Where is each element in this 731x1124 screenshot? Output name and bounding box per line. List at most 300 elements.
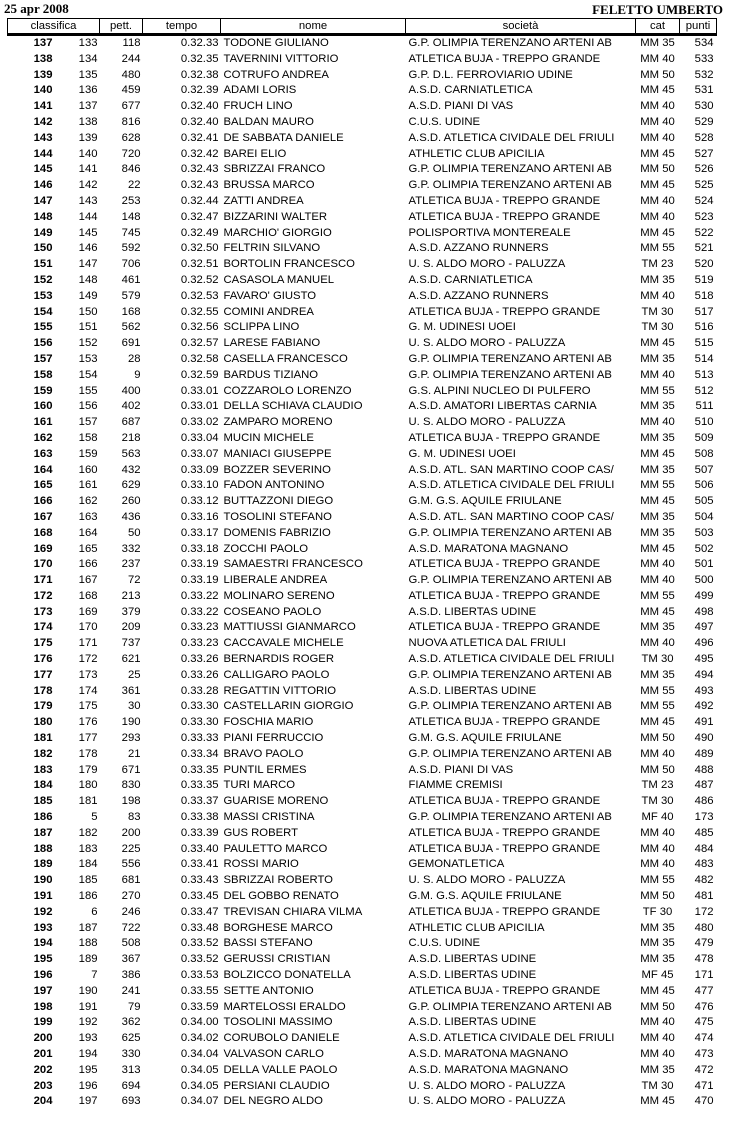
overall-position: 143	[33, 131, 53, 144]
athlete-name: MUCIN MICHELE	[223, 431, 314, 444]
finish-time: 0.33.30	[180, 716, 219, 729]
category-position: 183	[78, 842, 98, 855]
points: 506	[694, 479, 714, 492]
category-position: 138	[78, 115, 98, 128]
club-name: ATLETICA BUJA - TREPPO GRANDE	[408, 589, 601, 602]
bib-number: 190	[121, 716, 141, 729]
category-position: 144	[78, 210, 98, 223]
overall-position: 169	[33, 542, 53, 555]
bib-number: 629	[121, 479, 141, 492]
category: MM 50	[640, 890, 675, 903]
table-row	[8, 162, 717, 178]
overall-position: 154	[33, 305, 53, 318]
overall-position: 182	[33, 747, 53, 760]
header-pettorale: pett.	[100, 19, 143, 35]
table-row	[8, 1015, 717, 1031]
table-row	[8, 984, 717, 1000]
overall-position: 149	[33, 226, 53, 239]
table-row	[8, 968, 717, 984]
club-name: G.P. OLIMPIA TERENZANO ARTENI AB	[408, 668, 612, 681]
points: 493	[694, 684, 714, 697]
finish-time: 0.32.41	[180, 131, 219, 144]
category-position: 146	[78, 242, 98, 255]
category: MM 50	[640, 163, 675, 176]
overall-position: 146	[33, 179, 53, 192]
bib-number: 72	[127, 574, 141, 587]
table-row	[8, 273, 717, 289]
finish-time: 0.32.57	[180, 337, 219, 350]
table-row	[8, 431, 717, 447]
bib-number: 200	[121, 826, 141, 839]
points: 494	[694, 668, 714, 681]
finish-time: 0.33.53	[180, 969, 219, 982]
points: 507	[694, 463, 714, 476]
bib-number: 737	[121, 637, 141, 650]
athlete-name: DEL NEGRO ALDO	[223, 1095, 323, 1108]
athlete-name: ZOCCHI PAOLO	[223, 542, 309, 555]
category: MM 55	[640, 589, 675, 602]
finish-time: 0.33.22	[180, 589, 219, 602]
category: MM 55	[640, 684, 675, 697]
results-body	[8, 35, 717, 1111]
category: MM 40	[640, 747, 675, 760]
table-row	[8, 305, 717, 321]
table-row	[8, 415, 717, 431]
points: 524	[694, 194, 714, 207]
points: 511	[695, 400, 714, 413]
points: 487	[694, 779, 714, 792]
category-position: 190	[78, 984, 98, 997]
category: TM 30	[641, 321, 674, 334]
bib-number: 693	[121, 1095, 141, 1108]
points: 508	[694, 447, 714, 460]
category-position: 165	[78, 542, 98, 555]
finish-time: 0.33.35	[180, 779, 219, 792]
athlete-name: BUTTAZZONI DIEGO	[223, 495, 334, 508]
bib-number: 379	[121, 605, 141, 618]
club-name: ATLETICA BUJA - TREPPO GRANDE	[408, 558, 601, 571]
finish-time: 0.33.09	[180, 463, 219, 476]
table-row	[8, 1063, 717, 1079]
athlete-name: MARCHIO' GIORGIO	[223, 226, 332, 239]
category-position: 6	[91, 905, 98, 918]
points: 509	[694, 431, 714, 444]
finish-time: 0.34.00	[180, 1016, 219, 1029]
club-name: A.S.D. ATL. SAN MARTINO COOP CAS/	[408, 463, 614, 476]
points: 481	[694, 890, 714, 903]
table-header-row	[8, 19, 717, 35]
club-name: G.P. D.L. FERROVIARIO UDINE	[408, 68, 573, 81]
category: TM 23	[641, 779, 674, 792]
overall-position: 164	[33, 463, 53, 476]
bib-number: 846	[121, 163, 141, 176]
table-row	[8, 83, 717, 99]
athlete-name: LARESE FABIANO	[223, 337, 321, 350]
finish-time: 0.33.16	[180, 510, 219, 523]
table-row	[8, 731, 717, 747]
table-row	[8, 463, 717, 479]
points: 501	[694, 558, 714, 571]
finish-time: 0.32.51	[180, 258, 219, 271]
club-name: A.S.D. CARNIATLETICA	[408, 84, 533, 97]
points: 510	[694, 416, 714, 429]
finish-time: 0.32.39	[180, 84, 219, 97]
points: 173	[694, 811, 714, 824]
club-name: GEMONATLETICA	[408, 858, 505, 871]
finish-time: 0.33.19	[180, 574, 219, 587]
finish-time: 0.34.07	[180, 1095, 219, 1108]
table-row	[8, 289, 717, 305]
overall-position: 170	[33, 558, 53, 571]
overall-position: 163	[33, 447, 53, 460]
points: 488	[694, 763, 714, 776]
finish-time: 0.32.59	[180, 368, 219, 381]
category-position: 142	[78, 179, 98, 192]
overall-position: 200	[33, 1032, 53, 1045]
category-position: 193	[78, 1032, 98, 1045]
points: 480	[694, 921, 714, 934]
category: MM 45	[640, 984, 675, 997]
athlete-name: FELTRIN SILVANO	[223, 242, 321, 255]
points: 518	[694, 289, 714, 302]
overall-position: 140	[33, 84, 53, 97]
finish-time: 0.32.35	[180, 52, 219, 65]
club-name: G.P. OLIMPIA TERENZANO ARTENI AB	[408, 179, 612, 192]
table-row	[8, 52, 717, 68]
club-name: NUOVA ATLETICA DAL FRIULI	[408, 637, 566, 650]
category-position: 186	[78, 890, 98, 903]
overall-position: 166	[33, 495, 53, 508]
table-row	[8, 368, 717, 384]
bib-number: 225	[121, 842, 141, 855]
bib-number: 400	[121, 384, 141, 397]
finish-time: 0.33.48	[180, 921, 219, 934]
overall-position: 181	[33, 732, 53, 745]
category-position: 137	[78, 100, 98, 113]
athlete-name: GERUSSI CRISTIAN	[223, 953, 331, 966]
category: MM 40	[640, 52, 675, 65]
athlete-name: PIANI FERRUCCIO	[223, 732, 324, 745]
table-row	[8, 826, 717, 842]
bib-number: 508	[121, 937, 141, 950]
category-position: 175	[78, 700, 98, 713]
club-name: ATLETICA BUJA - TREPPO GRANDE	[408, 826, 601, 839]
points: 483	[694, 858, 714, 871]
overall-position: 179	[33, 700, 53, 713]
points: 532	[694, 68, 714, 81]
overall-position: 162	[33, 431, 53, 444]
category-position: 154	[78, 368, 98, 381]
overall-position: 196	[33, 969, 53, 982]
finish-time: 0.32.56	[180, 321, 219, 334]
overall-position: 175	[33, 637, 53, 650]
table-row	[8, 526, 717, 542]
category: MM 40	[640, 842, 675, 855]
finish-time: 0.33.39	[180, 826, 219, 839]
overall-position: 197	[33, 984, 53, 997]
club-name: A.S.D. CARNIATLETICA	[408, 273, 533, 286]
table-row	[8, 320, 717, 336]
category-position: 179	[78, 763, 98, 776]
club-name: A.S.D. MARATONA MAGNANO	[408, 1048, 569, 1060]
table-row	[8, 1047, 717, 1063]
table-row	[8, 384, 717, 400]
category: TM 30	[641, 653, 674, 666]
category: MM 35	[640, 273, 675, 286]
athlete-name: ZAMPARO MORENO	[223, 416, 333, 429]
table-row	[8, 194, 717, 210]
bib-number: 30	[127, 700, 141, 713]
athlete-name: SBRIZZAI ROBERTO	[223, 874, 333, 887]
club-name: A.S.D. ATLETICA CIVIDALE DEL FRIULI	[408, 653, 615, 666]
points: 482	[694, 874, 714, 887]
finish-time: 0.33.23	[180, 621, 219, 634]
points: 477	[694, 984, 714, 997]
club-name: U. S. ALDO MORO - PALUZZA	[408, 337, 566, 350]
finish-time: 0.32.50	[180, 242, 219, 255]
finish-time: 0.33.52	[180, 953, 219, 966]
category: MM 35	[640, 937, 675, 950]
points: 490	[694, 732, 714, 745]
category-position: 167	[78, 574, 98, 587]
athlete-name: MOLINARO SERENO	[223, 589, 335, 602]
club-name: FIAMME CREMISI	[408, 779, 503, 792]
category: MM 35	[640, 431, 675, 444]
overall-position: 177	[33, 668, 53, 681]
bib-number: 22	[127, 179, 141, 192]
header-punti: punti	[680, 19, 717, 35]
points: 526	[694, 163, 714, 176]
athlete-name: CASELLA FRANCESCO	[223, 352, 348, 365]
club-name: ATLETICA BUJA - TREPPO GRANDE	[408, 194, 601, 207]
category: MM 50	[640, 1000, 675, 1013]
bib-number: 362	[121, 1016, 141, 1029]
points: 492	[694, 700, 714, 713]
bib-number: 681	[121, 874, 141, 887]
category: TF 30	[642, 905, 673, 918]
overall-position: 186	[33, 811, 53, 824]
athlete-name: BORTOLIN FRANCESCO	[223, 258, 355, 271]
athlete-name: BORGHESE MARCO	[223, 921, 333, 934]
athlete-name: BOLZICCO DONATELLA	[223, 969, 351, 982]
overall-position: 156	[33, 337, 53, 350]
category: TM 30	[641, 305, 674, 318]
bib-number: 677	[121, 100, 141, 113]
athlete-name: SAMAESTRI FRANCESCO	[223, 558, 363, 571]
category: MM 35	[640, 1063, 675, 1076]
points: 519	[694, 273, 714, 286]
category-position: 196	[78, 1079, 98, 1092]
athlete-name: FADON ANTONINO	[223, 479, 325, 492]
club-name: A.S.D. LIBERTAS UDINE	[408, 969, 537, 982]
finish-time: 0.33.35	[180, 763, 219, 776]
category-position: 168	[78, 589, 98, 602]
bib-number: 25	[127, 668, 141, 681]
club-name: A.S.D. MARATONA MAGNANO	[408, 1063, 569, 1076]
athlete-name: DE SABBATA DANIELE	[223, 131, 344, 144]
category: MM 40	[640, 1032, 675, 1045]
category-position: 158	[78, 431, 98, 444]
athlete-name: CASASOLA MANUEL	[223, 273, 335, 286]
athlete-name: COZZAROLO LORENZO	[223, 384, 352, 397]
finish-time: 0.33.34	[180, 747, 219, 760]
club-name: ATLETICA BUJA - TREPPO GRANDE	[408, 431, 601, 444]
club-name: U. S. ALDO MORO - PALUZZA	[408, 1079, 566, 1092]
bib-number: 21	[127, 747, 141, 760]
table-row	[8, 936, 717, 952]
table-row	[8, 921, 717, 937]
category: MM 45	[640, 179, 675, 192]
finish-time: 0.32.43	[180, 179, 219, 192]
finish-time: 0.32.42	[180, 147, 219, 160]
club-name: U. S. ALDO MORO - PALUZZA	[408, 874, 566, 887]
overall-position: 189	[33, 858, 53, 871]
category: MF 45	[641, 969, 674, 982]
club-name: C.U.S. UDINE	[408, 115, 481, 128]
athlete-name: DOMENIS FABRIZIO	[223, 526, 331, 539]
club-name: ATHLETIC CLUB APICILIA	[408, 147, 545, 160]
club-name: A.S.D. PIANI DI VAS	[408, 100, 514, 113]
category-position: 141	[78, 163, 98, 176]
athlete-name: SBRIZZAI FRANCO	[223, 163, 326, 176]
category: MM 40	[640, 368, 675, 381]
athlete-name: TAVERNINI VITTORIO	[223, 52, 339, 65]
athlete-name: ZATTI ANDREA	[223, 194, 304, 207]
overall-position: 198	[33, 1000, 53, 1013]
category: MM 35	[640, 668, 675, 681]
bib-number: 367	[121, 953, 141, 966]
category: MM 40	[640, 574, 675, 587]
finish-time: 0.33.26	[180, 653, 219, 666]
bib-number: 436	[121, 510, 141, 523]
finish-time: 0.33.52	[180, 937, 219, 950]
points: 484	[694, 842, 714, 855]
table-row	[8, 905, 717, 921]
category-position: 192	[78, 1016, 98, 1029]
category: MM 50	[640, 732, 675, 745]
club-name: ATLETICA BUJA - TREPPO GRANDE	[408, 905, 601, 918]
category: MM 45	[640, 495, 675, 508]
points: 525	[694, 179, 714, 192]
bib-number: 241	[121, 984, 141, 997]
club-name: A.S.D. LIBERTAS UDINE	[408, 605, 537, 618]
category: MM 55	[640, 242, 675, 255]
overall-position: 158	[33, 368, 53, 381]
finish-time: 0.33.26	[180, 668, 219, 681]
category-position: 177	[78, 732, 98, 745]
athlete-name: BAREI ELIO	[223, 147, 287, 160]
bib-number: 260	[121, 495, 141, 508]
club-name: A.S.D. ATL. SAN MARTINO COOP CAS/	[408, 510, 614, 523]
finish-time: 0.33.02	[180, 416, 219, 429]
points: 515	[694, 337, 714, 350]
category: MM 40	[640, 1048, 675, 1060]
overall-position: 183	[33, 763, 53, 776]
points: 499	[694, 589, 714, 602]
athlete-name: SETTE ANTONIO	[223, 984, 314, 997]
header-nome: nome	[221, 19, 406, 35]
category-position: 150	[78, 305, 98, 318]
category-position: 189	[78, 953, 98, 966]
finish-time: 0.33.10	[180, 479, 219, 492]
overall-position: 203	[33, 1079, 53, 1092]
athlete-name: COMINI ANDREA	[223, 305, 314, 318]
bib-number: 244	[121, 52, 141, 65]
finish-time: 0.33.01	[180, 400, 219, 413]
points: 486	[694, 795, 714, 808]
points: 516	[694, 321, 714, 334]
bib-number: 83	[127, 811, 141, 824]
club-name: U. S. ALDO MORO - PALUZZA	[408, 416, 566, 429]
table-row	[8, 178, 717, 194]
race-date: 25 apr 2008	[4, 1, 69, 16]
table-row	[8, 1079, 717, 1095]
points: 479	[694, 937, 714, 950]
overall-position: 190	[33, 874, 53, 887]
club-name: A.S.D. LIBERTAS UDINE	[408, 1016, 537, 1029]
overall-position: 204	[33, 1095, 53, 1108]
overall-position: 172	[33, 589, 53, 602]
category-position: 163	[78, 510, 98, 523]
category: MM 50	[640, 763, 675, 776]
club-name: G.P. OLIMPIA TERENZANO ARTENI AB	[408, 163, 612, 176]
club-name: U. S. ALDO MORO - PALUZZA	[408, 258, 566, 271]
category-position: 176	[78, 716, 98, 729]
bib-number: 480	[121, 68, 141, 81]
table-row	[8, 842, 717, 858]
athlete-name: CASTELLARIN GIORGIO	[223, 700, 354, 713]
points: 530	[694, 100, 714, 113]
club-name: POLISPORTIVA MONTEREALE	[408, 226, 571, 239]
overall-position: 138	[33, 52, 53, 65]
category: MM 55	[640, 874, 675, 887]
points: 513	[694, 368, 714, 381]
overall-position: 168	[33, 526, 53, 539]
category: MM 40	[640, 858, 675, 871]
athlete-name: CACCAVALE MICHELE	[223, 637, 344, 650]
points: 471	[694, 1079, 714, 1092]
points: 527	[694, 147, 714, 160]
bib-number: 459	[121, 84, 141, 97]
overall-position: 187	[33, 826, 53, 839]
club-name: ATLETICA BUJA - TREPPO GRANDE	[408, 716, 601, 729]
category-position: 173	[78, 668, 98, 681]
table-row	[8, 620, 717, 636]
overall-position: 157	[33, 352, 53, 365]
points: 533	[694, 52, 714, 65]
athlete-name: MATTIUSSI GIANMARCO	[223, 621, 356, 634]
finish-time: 0.34.05	[180, 1063, 219, 1076]
athlete-name: PAULETTO MARCO	[223, 842, 328, 855]
category-position: 169	[78, 605, 98, 618]
overall-position: 152	[33, 273, 53, 286]
finish-time: 0.33.33	[180, 732, 219, 745]
finish-time: 0.33.07	[180, 447, 219, 460]
bib-number: 745	[121, 226, 141, 239]
bib-number: 671	[121, 763, 141, 776]
finish-time: 0.33.23	[180, 637, 219, 650]
bib-number: 213	[121, 589, 141, 602]
athlete-name: DELLA VALLE PAOLO	[223, 1063, 338, 1076]
athlete-name: REGATTIN VITTORIO	[223, 684, 337, 697]
table-row	[8, 115, 717, 131]
table-row	[8, 1094, 717, 1110]
athlete-name: TURI MARCO	[223, 779, 296, 792]
athlete-name: ADAMI LORIS	[223, 84, 297, 97]
athlete-name: TREVISAN CHIARA VILMA	[223, 905, 363, 918]
athlete-name: MARTELOSSI ERALDO	[223, 1000, 346, 1013]
category-position: 143	[78, 194, 98, 207]
